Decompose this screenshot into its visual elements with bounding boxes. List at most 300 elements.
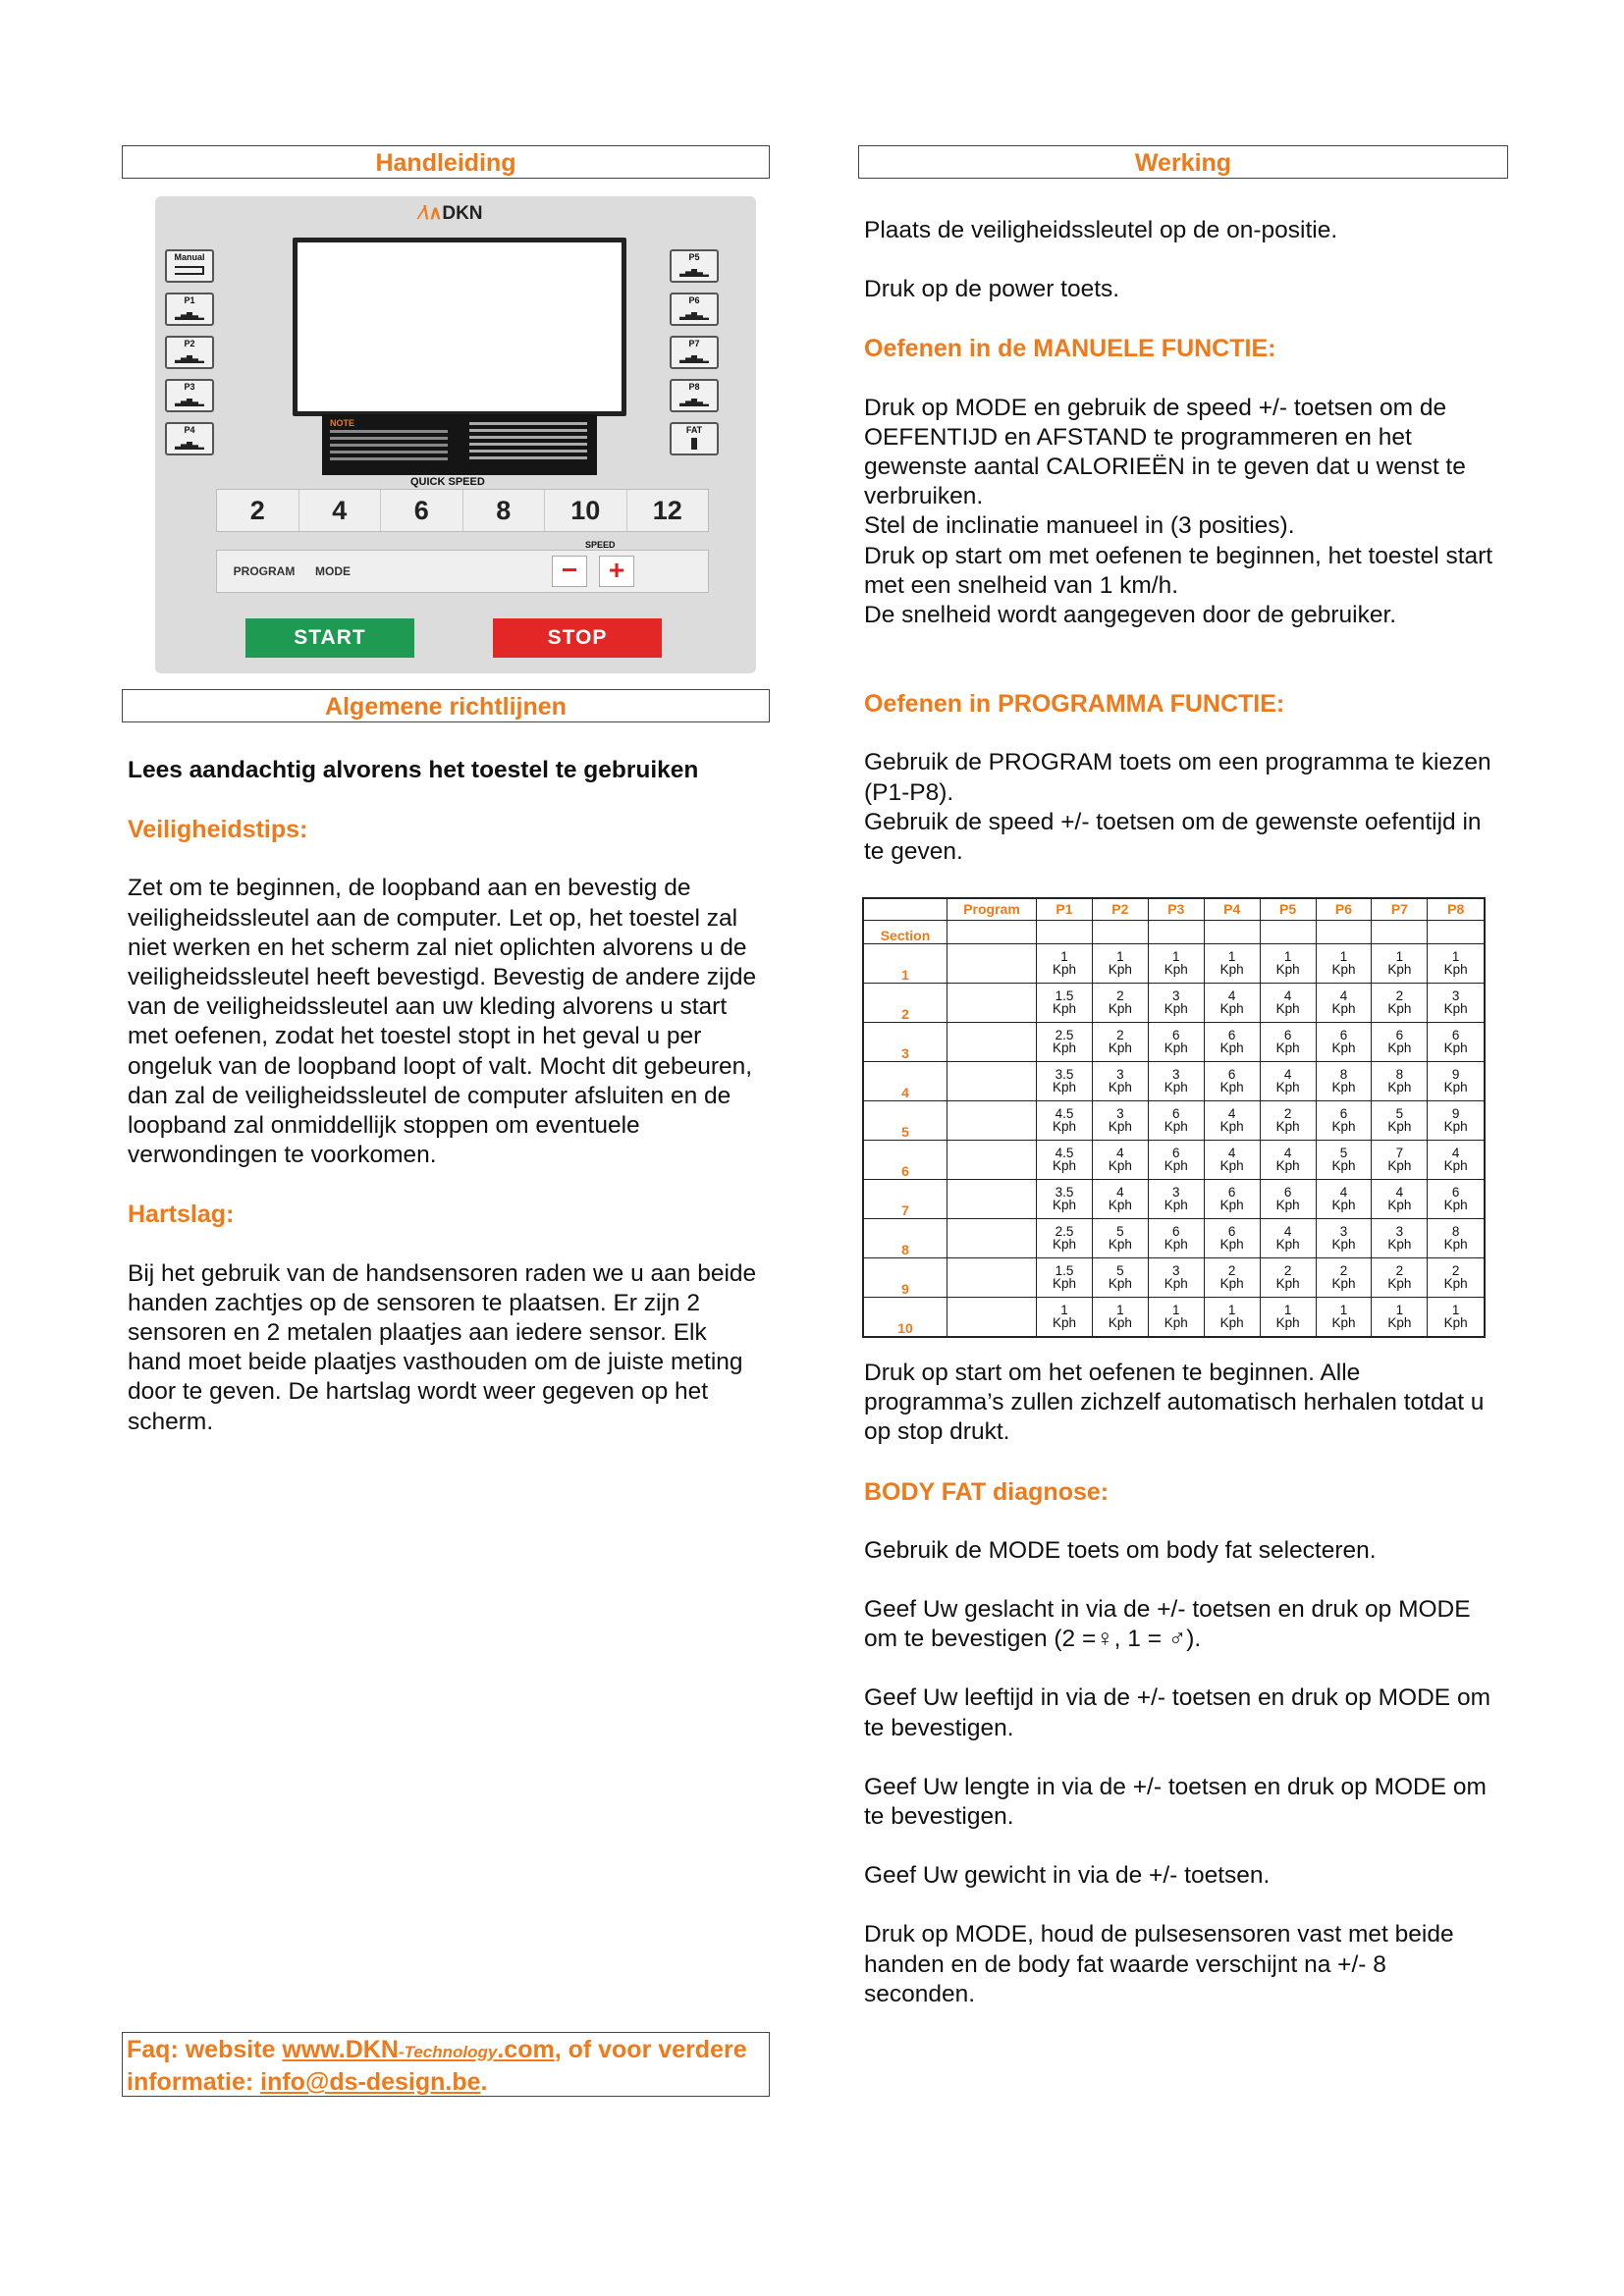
speed-value: 7	[1395, 1146, 1404, 1160]
speed-unit: Kph	[1219, 1118, 1244, 1134]
speed-unit: Kph	[1052, 1000, 1076, 1016]
speed-unit: Kph	[1052, 1197, 1076, 1212]
speed-cell	[1316, 1141, 1372, 1180]
speed-unit: Kph	[1443, 1000, 1468, 1016]
speed-value: 6	[1172, 1106, 1180, 1121]
speed-cell	[1148, 1141, 1204, 1180]
speed-value: 4	[1227, 1106, 1236, 1121]
speed-value: 5	[1116, 1224, 1124, 1239]
speed-cell	[1316, 1101, 1372, 1141]
speed-cell	[1372, 984, 1428, 1023]
manual-step-4: De snelheid wordt aangegeven door de gebruiker.	[864, 602, 1397, 629]
speed-unit: Kph	[1164, 1040, 1188, 1055]
speed-unit: Kph	[1052, 1040, 1076, 1055]
table-row	[863, 1023, 1485, 1062]
speed-value: 1	[1395, 949, 1404, 964]
speed-value: 6	[1451, 1185, 1460, 1200]
speed-value: 1	[1451, 949, 1460, 964]
speed-unit: Kph	[1443, 961, 1468, 977]
bodyfat-step-3: Geef Uw leeftijd in via de +/- toetsen en druk op MODE om te bevestigen.	[864, 1684, 1490, 1741]
speed-value: 1	[1339, 949, 1348, 964]
speed-value: 3	[1116, 1106, 1124, 1121]
speed-value: 3	[1172, 988, 1180, 1003]
speed-unit: Kph	[1219, 1197, 1244, 1212]
speed-cell	[1428, 1298, 1485, 1338]
heart-text: Bij het gebruik van de handsensoren raden we u aan beide handen zachtjes op de sensoren te plaatsen. Er zijn 2 sensoren en 2 metalen plaatjes aan iedere sensor. Elk hand moet beide plaatjes vasthouden om de juiste meting door te geven. De hartslag wordt weer gegeven op het scherm.	[128, 1259, 757, 1435]
console-button-p3: P3	[165, 379, 214, 412]
safety-title: Veiligheidstips:	[128, 816, 308, 844]
speed-cell	[1372, 1101, 1428, 1141]
speed-unit: Kph	[1164, 1314, 1188, 1330]
program-blank-cell	[947, 1298, 1037, 1338]
speed-unit: Kph	[1052, 1236, 1076, 1252]
manual-step-3: Druk op start om met oefenen te beginnen, het toestel start met een snelheid van 1 km/h.	[864, 542, 1493, 599]
speed-cell	[1260, 1141, 1316, 1180]
speed-cell	[1037, 944, 1093, 984]
speed-unit: Kph	[1275, 1157, 1300, 1173]
speed-cell	[1316, 944, 1372, 984]
console-button-p7: P7	[670, 336, 719, 369]
speed-cell	[1092, 1258, 1148, 1298]
program-blank-cell	[947, 1219, 1037, 1258]
website-link[interactable]: www.DKN-Technology.com	[282, 2036, 555, 2063]
speed-cell	[1260, 984, 1316, 1023]
speed-cell	[1316, 984, 1372, 1023]
speed-unit: Kph	[1331, 1118, 1356, 1134]
speed-value: 3	[1172, 1067, 1180, 1082]
speed-cell	[1204, 1141, 1260, 1180]
console-button-manual: Manual	[165, 249, 214, 283]
right-column-text-bottom	[864, 1359, 1502, 2009]
speed-cell	[1428, 984, 1485, 1023]
right-column-text-top	[864, 216, 1502, 867]
speed-value: 2	[1283, 1106, 1292, 1121]
speed-unit: Kph	[1387, 1236, 1412, 1252]
speed-cell	[1037, 1101, 1093, 1141]
speed-value: 6	[1395, 1028, 1404, 1042]
speed-cell	[1204, 944, 1260, 984]
speed-cell	[1372, 1180, 1428, 1219]
speed-cell	[1260, 1023, 1316, 1062]
table-row	[863, 1298, 1485, 1338]
speed-cell	[1037, 1141, 1093, 1180]
speed-cell	[1204, 984, 1260, 1023]
speed-cell	[1316, 1023, 1372, 1062]
section-number: 3	[863, 1023, 947, 1062]
speed-unit: Kph	[1443, 1040, 1468, 1055]
program-header: P5	[1260, 898, 1316, 921]
speed-unit: Kph	[1164, 1236, 1188, 1252]
speed-value: 6	[1283, 1028, 1292, 1042]
operation-step-2: Druk op de power toets.	[864, 276, 1120, 303]
speed-unit: Kph	[1164, 1118, 1188, 1134]
speed-cell	[1204, 1258, 1260, 1298]
stop-key: STOP	[493, 618, 662, 658]
speed-value: 2	[1339, 1263, 1348, 1278]
speed-cell	[1372, 1258, 1428, 1298]
speed-value: 2	[1395, 988, 1404, 1003]
bodyfat-step-6: Druk op MODE, houd de pulsesensoren vast met beide handen en de body fat waarde verschijnt na +/- 8 seconden.	[864, 1921, 1454, 2007]
speed-value: 6	[1283, 1185, 1292, 1200]
section-label: Section	[863, 921, 947, 944]
program-blank-cell	[947, 1180, 1037, 1219]
speed-value: 4	[1283, 988, 1292, 1003]
speed-cell	[1316, 1180, 1372, 1219]
speed-value: 2	[1116, 1028, 1124, 1042]
speed-unit: Kph	[1443, 1079, 1468, 1095]
section-number: 5	[863, 1101, 947, 1141]
quick-speed-keys	[216, 489, 709, 532]
speed-value: 4	[1283, 1146, 1292, 1160]
speed-unit: Kph	[1164, 1197, 1188, 1212]
table-row	[863, 1101, 1485, 1141]
speed-cell	[1092, 1101, 1148, 1141]
speed-value: 6	[1227, 1185, 1236, 1200]
speed-cell	[1428, 1180, 1485, 1219]
quick-speed-key: 6	[381, 490, 463, 531]
speed-value: 9	[1451, 1067, 1460, 1082]
speed-value: 1	[1451, 1303, 1460, 1317]
section-number: 7	[863, 1180, 947, 1219]
email-link[interactable]: info@ds-design.be	[260, 2068, 481, 2096]
table-row	[863, 944, 1485, 984]
speed-unit: Kph	[1164, 961, 1188, 977]
dkn-logo: ⁄\∧DKN	[420, 203, 483, 224]
speed-value: 5	[1116, 1263, 1124, 1278]
speed-cell	[1204, 1101, 1260, 1141]
speed-unit: Kph	[1108, 1197, 1132, 1212]
console-button-p6: P6	[670, 293, 719, 326]
speed-unit: Kph	[1275, 961, 1300, 977]
speed-cell	[1204, 1023, 1260, 1062]
speed-cell	[1037, 1062, 1093, 1101]
speed-value: 5	[1395, 1106, 1404, 1121]
speed-unit: Kph	[1275, 1079, 1300, 1095]
speed-value: 4.5	[1055, 1146, 1074, 1160]
mode-key: MODE	[315, 564, 351, 578]
quick-speed-key: 2	[217, 490, 299, 531]
speed-cell	[1037, 1258, 1093, 1298]
speed-cell	[1092, 1141, 1148, 1180]
speed-value: 1	[1060, 1303, 1068, 1317]
speed-value: 3	[1172, 1185, 1180, 1200]
left-column-text	[128, 756, 766, 1437]
speed-unit: Kph	[1275, 1236, 1300, 1252]
speed-value: 2	[1227, 1263, 1236, 1278]
table-row	[863, 1062, 1485, 1101]
speed-cell	[1148, 1180, 1204, 1219]
speed-unit: Kph	[1275, 1275, 1300, 1291]
manual-step-1: Druk op MODE en gebruik de speed +/- toetsen om de OEFENTIJD en AFSTAND te programmeren en het gewenste aantal CALORIEËN in te geven dat u wenst te verbruiken.	[864, 394, 1466, 510]
speed-unit: Kph	[1331, 1079, 1356, 1095]
bodyfat-step-1: Gebruik de MODE toets om body fat selecteren.	[864, 1536, 1377, 1564]
speed-cell	[1204, 1298, 1260, 1338]
speed-cell	[1037, 1180, 1093, 1219]
section-number: 10	[863, 1298, 947, 1338]
speed-cell	[1316, 1258, 1372, 1298]
bodyfat-title: BODY FAT diagnose:	[864, 1477, 1110, 1506]
speed-value: 5	[1339, 1146, 1348, 1160]
speed-cell	[1092, 1219, 1148, 1258]
speed-value: 4	[1339, 988, 1348, 1003]
table-row	[863, 984, 1485, 1023]
speed-cell	[1260, 1219, 1316, 1258]
heading-manual: Handleiding	[122, 145, 770, 179]
program-blank-cell	[947, 944, 1037, 984]
program-header: P1	[1037, 898, 1093, 921]
speed-value: 6	[1451, 1028, 1460, 1042]
speed-value: 6	[1227, 1067, 1236, 1082]
speed-cell	[1372, 1141, 1428, 1180]
speed-unit: Kph	[1052, 1275, 1076, 1291]
speed-value: 3	[1339, 1224, 1348, 1239]
speed-cell	[1428, 1062, 1485, 1101]
speed-cell	[1148, 1101, 1204, 1141]
program-blank-cell	[947, 1101, 1037, 1141]
speed-unit: Kph	[1331, 1157, 1356, 1173]
speed-cell	[1148, 1062, 1204, 1101]
speed-unit: Kph	[1275, 1314, 1300, 1330]
section-number: 1	[863, 944, 947, 984]
speed-label: SPEED	[585, 540, 616, 550]
speed-value: 8	[1451, 1224, 1460, 1239]
program-speed-table	[862, 897, 1486, 1338]
speed-value: 8	[1395, 1067, 1404, 1082]
speed-plus-key: +	[599, 556, 634, 587]
speed-value: 6	[1227, 1028, 1236, 1042]
speed-value: 4	[1227, 988, 1236, 1003]
speed-value: 4	[1116, 1146, 1124, 1160]
speed-value: 6	[1339, 1106, 1348, 1121]
speed-value: 2	[1395, 1263, 1404, 1278]
speed-unit: Kph	[1387, 1197, 1412, 1212]
heading-guidelines: Algemene richtlijnen	[122, 689, 770, 722]
speed-value: 1	[1339, 1303, 1348, 1317]
speed-unit: Kph	[1164, 1000, 1188, 1016]
speed-cell	[1204, 1180, 1260, 1219]
speed-cell	[1372, 944, 1428, 984]
speed-unit: Kph	[1219, 1079, 1244, 1095]
speed-unit: Kph	[1331, 1040, 1356, 1055]
speed-cell	[1148, 1219, 1204, 1258]
quick-speed-key: 10	[545, 490, 627, 531]
speed-unit: Kph	[1052, 1314, 1076, 1330]
speed-cell	[1092, 1062, 1148, 1101]
speed-unit: Kph	[1331, 961, 1356, 977]
speed-value: 3	[1172, 1263, 1180, 1278]
speed-value: 1	[1227, 949, 1236, 964]
speed-unit: Kph	[1443, 1314, 1468, 1330]
speed-cell	[1260, 1298, 1316, 1338]
speed-unit: Kph	[1275, 1197, 1300, 1212]
speed-cell	[1316, 1062, 1372, 1101]
speed-unit: Kph	[1275, 1000, 1300, 1016]
speed-cell	[1260, 1062, 1316, 1101]
console-button-p1: P1	[165, 293, 214, 326]
program-blank-cell	[947, 1023, 1037, 1062]
console-button-p2: P2	[165, 336, 214, 369]
speed-value: 2	[1283, 1263, 1292, 1278]
intro-text: Lees aandachtig alvorens het toestel te gebruiken	[128, 757, 699, 783]
speed-cell	[1260, 944, 1316, 984]
speed-unit: Kph	[1443, 1157, 1468, 1173]
speed-value: 1	[1172, 949, 1180, 964]
program-blank-cell	[947, 1062, 1037, 1101]
speed-unit: Kph	[1108, 1314, 1132, 1330]
speed-unit: Kph	[1108, 1079, 1132, 1095]
table-row	[863, 1258, 1485, 1298]
speed-unit: Kph	[1387, 1314, 1412, 1330]
operation-step-1: Plaats de veiligheidssleutel op de on-positie.	[864, 217, 1338, 243]
console-display	[293, 238, 626, 416]
console-note-panel: NOTE	[322, 414, 597, 475]
speed-value: 4	[1116, 1185, 1124, 1200]
speed-cell	[1372, 1023, 1428, 1062]
manual-function-title: Oefenen in de MANUELE FUNCTIE:	[864, 335, 1276, 363]
speed-value: 1	[1116, 1303, 1124, 1317]
speed-unit: Kph	[1331, 1275, 1356, 1291]
program-blank-cell	[947, 1141, 1037, 1180]
speed-cell	[1204, 1219, 1260, 1258]
speed-value: 4	[1395, 1185, 1404, 1200]
speed-value: 6	[1172, 1224, 1180, 1239]
speed-unit: Kph	[1108, 1000, 1132, 1016]
bodyfat-step-5: Geef Uw gewicht in via de +/- toetsen.	[864, 1862, 1271, 1890]
speed-unit: Kph	[1219, 1314, 1244, 1330]
speed-unit: Kph	[1331, 1314, 1356, 1330]
speed-unit: Kph	[1219, 961, 1244, 977]
speed-value: 9	[1451, 1106, 1460, 1121]
speed-unit: Kph	[1331, 1000, 1356, 1016]
speed-value: 4	[1451, 1146, 1460, 1160]
console-button-p4: P4	[165, 422, 214, 455]
speed-cell	[1148, 1298, 1204, 1338]
speed-cell	[1092, 1298, 1148, 1338]
start-key: START	[245, 618, 414, 658]
speed-value: 8	[1339, 1067, 1348, 1082]
speed-unit: Kph	[1219, 1236, 1244, 1252]
speed-cell	[1204, 1062, 1260, 1101]
speed-unit: Kph	[1443, 1118, 1468, 1134]
speed-value: 4.5	[1055, 1106, 1074, 1121]
speed-unit: Kph	[1108, 1157, 1132, 1173]
speed-unit: Kph	[1443, 1236, 1468, 1252]
speed-cell	[1316, 1298, 1372, 1338]
speed-unit: Kph	[1108, 961, 1132, 977]
speed-value: 1	[1172, 1303, 1180, 1317]
speed-value: 1	[1116, 949, 1124, 964]
speed-value: 4	[1283, 1067, 1292, 1082]
speed-unit: Kph	[1052, 1157, 1076, 1173]
speed-value: 6	[1227, 1224, 1236, 1239]
table-row	[863, 1180, 1485, 1219]
speed-value: 6	[1339, 1028, 1348, 1042]
speed-cell	[1037, 1219, 1093, 1258]
after-table-text: Druk op start om het oefenen te beginnen. Alle programma’s zullen zichzelf automatisch herhalen totdat u op stop drukt.	[864, 1360, 1485, 1446]
speed-value: 2	[1116, 988, 1124, 1003]
section-number: 4	[863, 1062, 947, 1101]
section-number: 2	[863, 984, 947, 1023]
speed-unit: Kph	[1108, 1118, 1132, 1134]
speed-unit: Kph	[1331, 1236, 1356, 1252]
speed-value: 1	[1227, 1303, 1236, 1317]
speed-value: 6	[1172, 1028, 1180, 1042]
speed-cell	[1148, 1258, 1204, 1298]
speed-cell	[1316, 1219, 1372, 1258]
section-number: 8	[863, 1219, 947, 1258]
speed-unit: Kph	[1387, 961, 1412, 977]
speed-minus-key: −	[552, 556, 587, 587]
speed-unit: Kph	[1331, 1197, 1356, 1212]
program-key: PROGRAM	[233, 564, 296, 578]
speed-unit: Kph	[1052, 1079, 1076, 1095]
quick-speed-key: 8	[463, 490, 546, 531]
bodyfat-step-4: Geef Uw lengte in via de +/- toetsen en druk op MODE om te bevestigen.	[864, 1773, 1487, 1831]
speed-unit: Kph	[1219, 1000, 1244, 1016]
console-button-p8: P8	[670, 379, 719, 412]
program-blank-cell	[947, 984, 1037, 1023]
heart-title: Hartslag:	[128, 1201, 235, 1229]
speed-unit: Kph	[1164, 1275, 1188, 1291]
speed-unit: Kph	[1387, 1079, 1412, 1095]
speed-cell	[1428, 1101, 1485, 1141]
speed-unit: Kph	[1108, 1236, 1132, 1252]
speed-unit: Kph	[1387, 1040, 1412, 1055]
program-blank-cell	[947, 1258, 1037, 1298]
speed-unit: Kph	[1275, 1040, 1300, 1055]
speed-cell	[1092, 1180, 1148, 1219]
safety-text: Zet om te beginnen, de loopband aan en bevestig de veiligheidssleutel aan de computer. Let op, het toestel zal niet werken en het scherm zal niet oplichten alvorens u de veiligheidssleutel heeft bevestigd. Bevestig de andere zijde van de veiligheidssleutel aan uw kleding alvorens u start met oefenen, zodat het toestel stopt in het geval u per ongeluk van de loopband loopt of valt. Mocht dit gebeuren, dan zal de veiligheidssleutel de computer afsluiten en de loopband zal onmiddellijk stoppen om eventuele verwondingen te voorkomen.	[128, 875, 757, 1169]
speed-value: 2	[1451, 1263, 1460, 1278]
faq-box: Faq: website www.DKN-Technology.com, of voor verdere informatie: info@ds-design.be.	[122, 2032, 770, 2097]
speed-value: 3	[1116, 1067, 1124, 1082]
program-header: P3	[1148, 898, 1204, 921]
speed-cell	[1148, 944, 1204, 984]
speed-value: 2.5	[1055, 1224, 1074, 1239]
speed-cell	[1092, 984, 1148, 1023]
speed-value: 3	[1395, 1224, 1404, 1239]
speed-unit: Kph	[1108, 1275, 1132, 1291]
program-header: P4	[1204, 898, 1260, 921]
speed-value: 4	[1227, 1146, 1236, 1160]
table-row	[863, 1219, 1485, 1258]
program-function-title: Oefenen in PROGRAMMA FUNCTIE:	[864, 690, 1285, 719]
speed-value: 3	[1451, 988, 1460, 1003]
bodyfat-step-2: Geef Uw geslacht in via de +/- toetsen en druk op MODE om te bevestigen (2 =♀, 1 = ♂).	[864, 1596, 1471, 1653]
speed-unit: Kph	[1052, 961, 1076, 977]
speed-unit: Kph	[1219, 1040, 1244, 1055]
speed-cell	[1372, 1219, 1428, 1258]
speed-unit: Kph	[1219, 1157, 1244, 1173]
heading-operation: Werking	[858, 145, 1508, 179]
speed-unit: Kph	[1387, 1157, 1412, 1173]
speed-unit: Kph	[1164, 1079, 1188, 1095]
speed-cell	[1037, 1023, 1093, 1062]
program-header: P2	[1092, 898, 1148, 921]
program-header: P6	[1316, 898, 1372, 921]
speed-unit: Kph	[1219, 1275, 1244, 1291]
speed-value: 1.5	[1055, 988, 1074, 1003]
speed-value: 6	[1172, 1146, 1180, 1160]
quick-speed-key: 12	[652, 496, 682, 525]
speed-cell	[1428, 1141, 1485, 1180]
program-step-2: Gebruik de speed +/- toetsen om de gewenste oefentijd in te geven.	[864, 808, 1482, 866]
program-mode-row	[216, 550, 709, 593]
speed-unit: Kph	[1443, 1197, 1468, 1212]
speed-cell	[1260, 1180, 1316, 1219]
speed-value: 3.5	[1055, 1067, 1074, 1082]
table-row	[863, 1141, 1485, 1180]
